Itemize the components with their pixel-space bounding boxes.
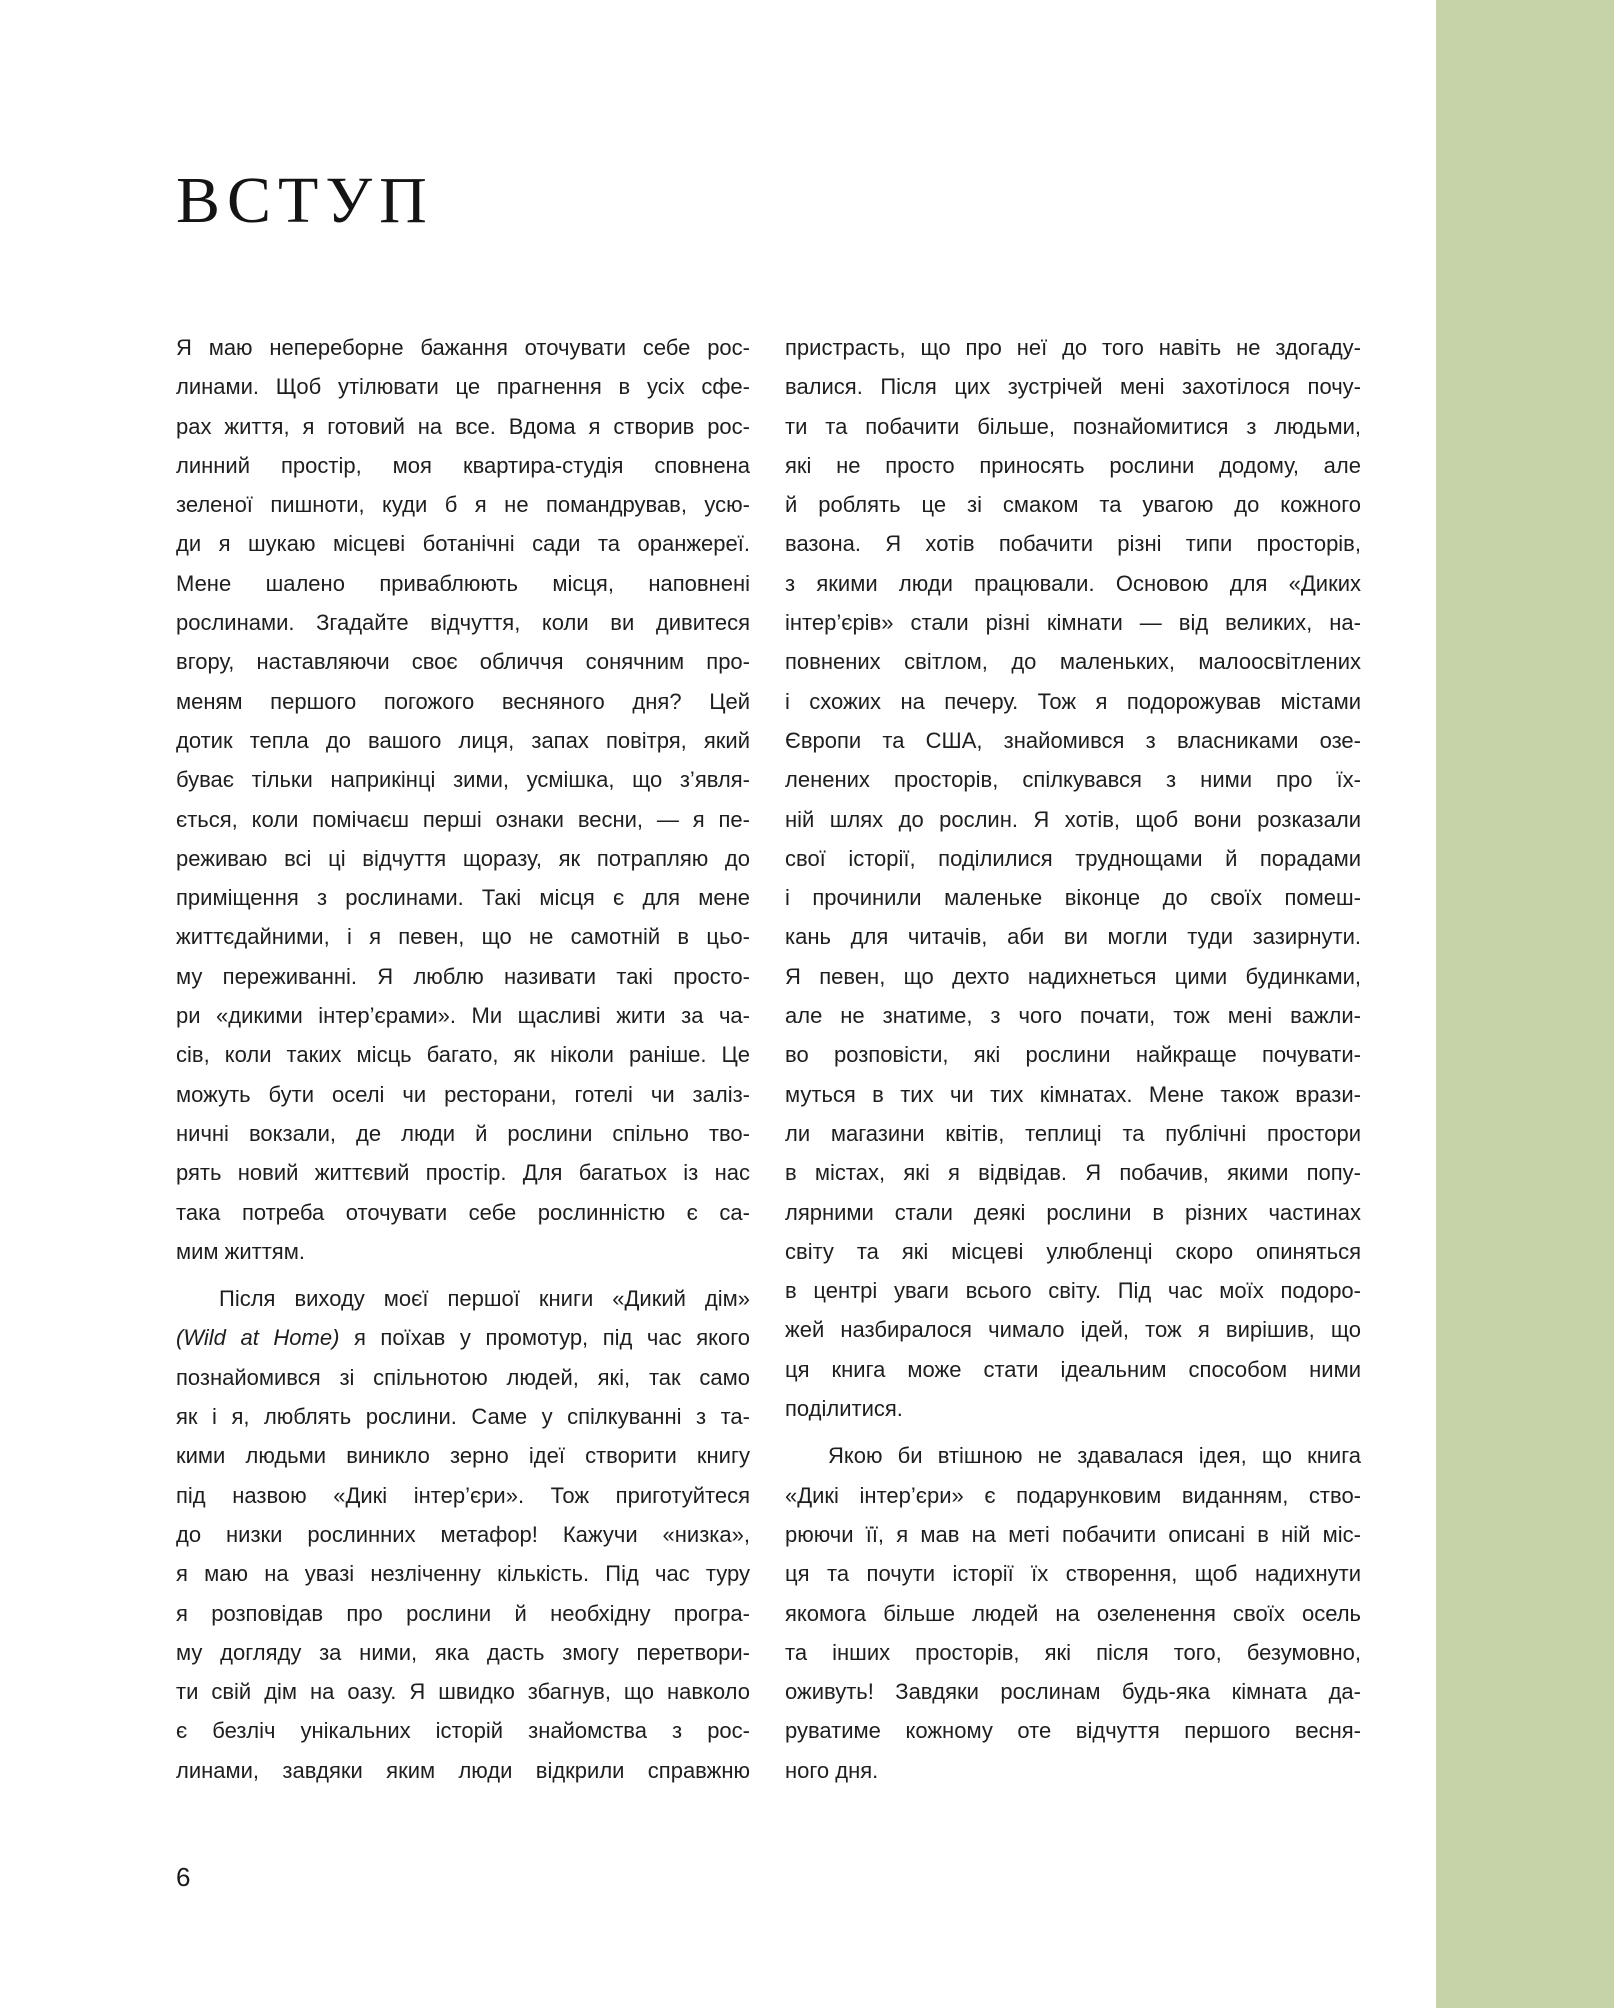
- text-line: ця та почути історії їх створення, щоб надихнути: [785, 1561, 1361, 1587]
- text-line: ли магазини квітів, теплиці та публічні простори: [785, 1120, 1361, 1146]
- text-line: інтер’єрів» стали різні кімнати — від великих, на-: [785, 610, 1361, 636]
- text-line: кими людьми виникло зерно ідеї створити книгу: [176, 1443, 750, 1469]
- text-line: свої історії, поділилися труднощами й порадами: [785, 845, 1361, 871]
- text-line: «Дикі інтер’єри» є подарунковим виданням, ство-: [785, 1482, 1361, 1508]
- text-line: оживуть! Завдяки рослинам будь-яка кімната да-: [785, 1679, 1361, 1705]
- text-line: (Wild at Home) я поїхав у промотур, під час якого: [176, 1325, 750, 1351]
- text-line: познайомився зі спільнотою людей, які, так само: [176, 1364, 750, 1390]
- text-line: в містах, які я відвідав. Я побачив, якими попу-: [785, 1160, 1361, 1186]
- text-line: му переживанні. Я люблю називати такі просто-: [176, 963, 750, 989]
- text-line: сів, коли таких місць багато, як ніколи раніше. Це: [176, 1042, 750, 1068]
- text-line: ти та побачити більше, познайомитися з людьми,: [785, 413, 1361, 439]
- book-title-english: (Wild at Home): [176, 1325, 340, 1351]
- text-line: ри «дикими інтер’єрами». Ми щасливі жити за ча-: [176, 1003, 750, 1029]
- text-line: ного дня.: [785, 1757, 879, 1783]
- text-line: повнених світлом, до маленьких, малоосвітлених: [785, 649, 1361, 675]
- text-line: ди я шукаю місцеві ботанічні сади та оранжереї.: [176, 531, 750, 557]
- text-line: така потреба оточувати себе рослинністю є са-: [176, 1199, 750, 1225]
- text-line: лярними стали деякі рослини в різних частинах: [785, 1199, 1361, 1225]
- text-line: мим життям.: [176, 1238, 305, 1264]
- text-line: ленених просторів, спілкувався з ними про їх-: [785, 767, 1361, 793]
- text-line: можуть бути оселі чи ресторани, готелі чи заліз-: [176, 1081, 750, 1107]
- text-line: та інших просторів, які після того, безумовно,: [785, 1639, 1361, 1665]
- text-line: Я певен, що дехто надихнеться цими будинками,: [785, 963, 1361, 989]
- text-line: але не знатиме, з чого почати, тож мені важли-: [785, 1003, 1361, 1029]
- text-line: приміщення з рослинами. Такі місця є для мене: [176, 885, 750, 911]
- text-line: вазона. Я хотів побачити різні типи просторів,: [785, 531, 1361, 557]
- text-line: линами, завдяки яким люди відкрили справжню: [176, 1757, 750, 1783]
- text-line: як і я, люблять рослини. Саме у спілкуванні з та-: [176, 1404, 750, 1430]
- text-line: рослинами. Згадайте відчуття, коли ви дивитеся: [176, 610, 750, 636]
- text-line: й роблять це зі смаком та увагою до кожного: [785, 492, 1361, 518]
- text-line: є безліч унікальних історій знайомства з рос-: [176, 1718, 750, 1744]
- text-line: пристрасть, що про неї до того навіть не здогаду-: [785, 335, 1361, 360]
- text-line: реживаю всі ці відчуття щоразу, як потрапляю до: [176, 845, 750, 871]
- text-line: з якими люди працювали. Основою для «Диких: [785, 570, 1361, 596]
- text-line: во розповісти, які рослини найкраще почувати-: [785, 1042, 1361, 1068]
- text-line: рять новий життєвий простір. Для багатьох із нас: [176, 1160, 750, 1186]
- decorative-side-band: [1436, 0, 1614, 2008]
- text-line: му догляду за ними, яка дасть змогу перетвори-: [176, 1639, 750, 1665]
- text-line: буває тільки наприкінці зими, усмішка, що з’явля-: [176, 767, 750, 793]
- page-number: 6: [176, 1862, 191, 1892]
- text-line: я розповідав про рослини й необхідну програ-: [176, 1600, 750, 1626]
- text-line: під назвою «Дикі інтер’єри». Тож приготуйтеся: [176, 1482, 750, 1508]
- text-line: руватиме кожному оте відчуття першого весня-: [785, 1718, 1361, 1744]
- text-line: в центрі уваги всього світу. Під час моїх подоро-: [785, 1278, 1361, 1304]
- text-line: линний простір, моя квартира-студія сповнена: [176, 452, 750, 478]
- text-line: жей назбиралося чимало ідей, тож я вирішив, що: [785, 1317, 1361, 1343]
- text-line: до низки рослинних метафор! Кажучи «низка»,: [176, 1521, 750, 1547]
- text-line: життєдайними, і я певен, що не самотній в цьо-: [176, 924, 750, 950]
- text-line: рах життя, я готовий на все. Вдома я створив рос-: [176, 413, 750, 439]
- text-line: світу та які місцеві улюбленці скоро опиняться: [785, 1238, 1361, 1264]
- text-line: ця книга може стати ідеальним способом ними: [785, 1356, 1361, 1382]
- text-line: валися. Після цих зустрічей мені захотілося почу-: [785, 374, 1361, 400]
- text-column-right: [785, 328, 1361, 1790]
- text-line: і схожих на печеру. Тож я подорожував містами: [785, 688, 1361, 714]
- text-line: зеленої пишноти, куди б я не помандрував, усю-: [176, 492, 750, 518]
- text-line: які не просто приносять рослини додому, але: [785, 452, 1361, 478]
- text-line: і прочинили маленьке віконце до своїх помеш-: [785, 885, 1361, 911]
- text-column-left: [176, 328, 750, 1790]
- text-line: вгору, наставляючи своє обличчя сонячним про-: [176, 649, 750, 675]
- text-line: рюючи її, я мав на меті побачити описані в ній міс-: [785, 1521, 1361, 1547]
- text-line: я маю на увазі незліченну кількість. Під час туру: [176, 1561, 750, 1587]
- text-line: дотик тепла до вашого лиця, запах повітря, який: [176, 727, 750, 753]
- text-line: кань для читачів, аби ви могли туди зазирнути.: [785, 924, 1361, 950]
- text-line: муться в тих чи тих кімнатах. Мене також врази-: [785, 1081, 1361, 1107]
- text-line: ній шлях до рослин. Я хотів, щоб вони розказали: [785, 806, 1361, 832]
- text-line: Європи та США, знайомився з власниками озе-: [785, 727, 1361, 753]
- text-line: якомога більше людей на озеленення своїх осель: [785, 1600, 1361, 1626]
- text-line: ничні вокзали, де люди й рослини спільно тво-: [176, 1120, 750, 1146]
- text-line: Після виходу моєї першої книги «Дикий дім»: [219, 1286, 750, 1312]
- text-line: ти свій дім на оазу. Я швидко збагнув, що навколо: [176, 1679, 750, 1705]
- text-line: Якою би втішною не здавалася ідея, що книга: [828, 1443, 1361, 1469]
- text-line: Я маю непереборне бажання оточувати себе рос-: [176, 335, 750, 360]
- text-line: линами. Щоб утілювати це прагнення в усіх сфе-: [176, 374, 750, 400]
- text-line: Мене шалено приваблюють місця, наповнені: [176, 570, 750, 596]
- text-line: ється, коли помічаєш перші ознаки весни, — я пе-: [176, 806, 750, 832]
- text-line: поділитися.: [785, 1396, 903, 1422]
- text-line: меням першого погожого весняного дня? Цей: [176, 688, 750, 714]
- page-title: ВСТУП: [176, 164, 434, 237]
